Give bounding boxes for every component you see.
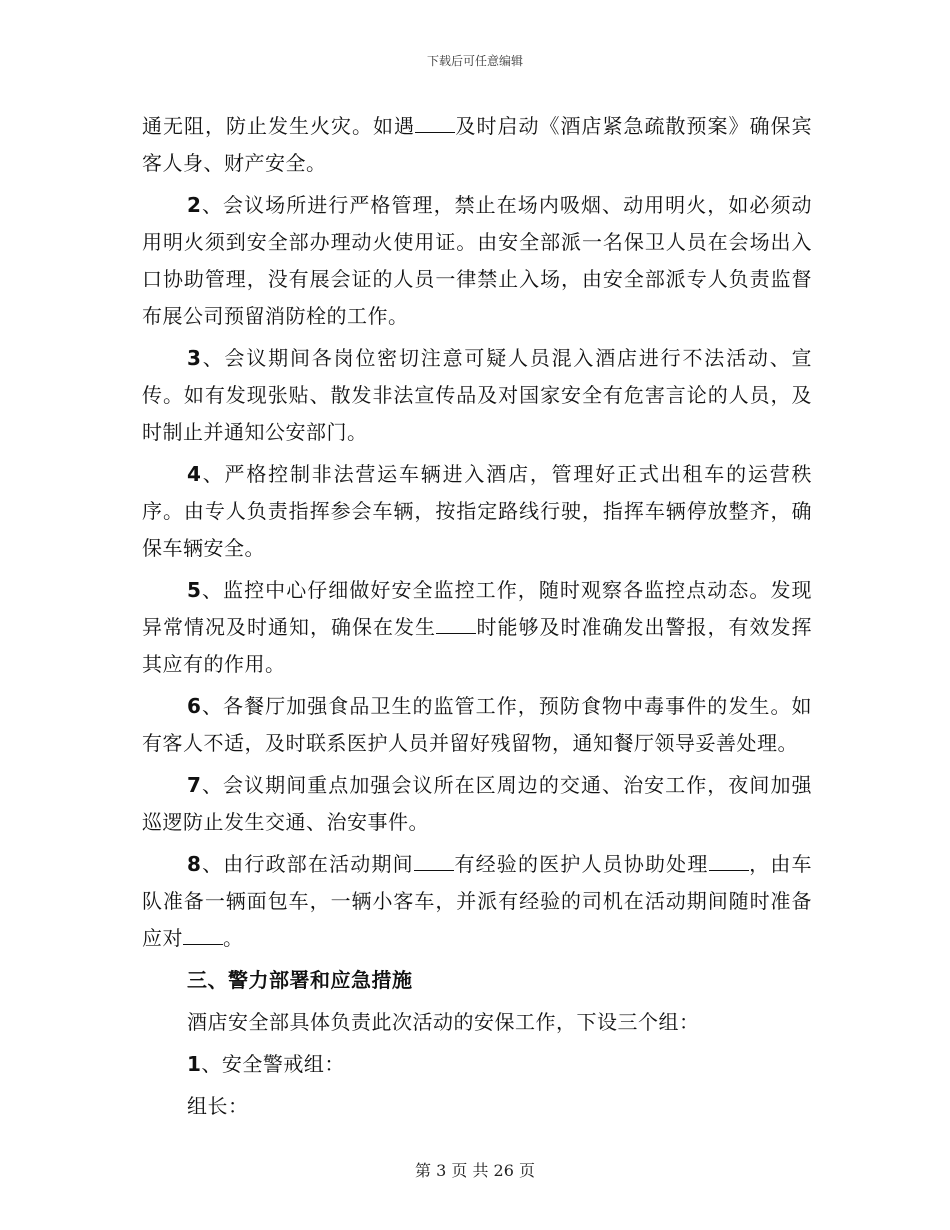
paragraph-text: 、会议场所进行严格管理，禁止在场内吸烟、动用明火，如必须动用明火须到安全部办理动火使用证。由安全部派一名保卫人员在会场出入口协助管理，没有展会证的人员一律禁止入场，由安全部派专人负责监督布展公司预留消防栓的工作。	[142, 193, 812, 328]
paragraph-6	[142, 688, 812, 762]
paragraph-1-continued	[142, 108, 812, 182]
page-footer: 第 3 页 共 26 页	[415, 1161, 535, 1180]
paragraph-text: 、会议期间重点加强会议所在区周边的交通、治安工作，夜间加强巡逻防止发生交通、治安事件。	[142, 773, 812, 834]
item-number: 7	[187, 773, 202, 797]
paragraph-5-part-2: 时能够及时准确发出警报，有效发挥其应有的作用。	[142, 615, 812, 676]
item-number: 4	[187, 462, 202, 486]
section-heading: 三、警力部署和应急措施	[187, 968, 413, 992]
blank-line	[436, 613, 476, 634]
paragraph-7	[142, 767, 812, 841]
group-leader-label: 组长：	[187, 1094, 249, 1118]
item-number: 1	[187, 1052, 202, 1076]
group-1-label: 、安全警戒组：	[201, 1052, 345, 1076]
blank-line	[183, 924, 223, 945]
paragraph-8-part-3: ，由车队准备一辆面包车，一辆小客车，并派有经验的司机在活动期间随时准备应对	[142, 852, 813, 950]
item-number: 5	[187, 578, 202, 602]
group-1-title	[142, 1046, 812, 1083]
paragraph-8-part-4: 。	[223, 926, 244, 950]
blank-line	[415, 112, 455, 133]
paragraph-8-part-2: 有经验的医护人员协助处理	[453, 852, 709, 876]
intro-paragraph: 酒店安全部具体负责此次活动的安保工作，下设三个组：	[187, 1010, 700, 1034]
paragraph-8-part-1: 、由行政部在活动期间	[201, 852, 414, 876]
paragraph-4	[142, 456, 812, 567]
blank-line	[414, 850, 454, 871]
paragraph-8	[142, 846, 812, 957]
paragraph-3	[142, 340, 812, 451]
page-header: 下载后可任意编辑	[426, 54, 523, 68]
paragraph-text: 、会议期间各岗位密切注意可疑人员混入酒店进行不法活动、宣传。如有发现张贴、散发非法宣传品及对国家安全有危害言论的人员，及时制止并通知公安部门。	[142, 346, 812, 444]
paragraph-2	[142, 187, 812, 335]
item-number: 8	[187, 852, 202, 876]
paragraph-5	[142, 572, 812, 683]
document-body	[142, 108, 812, 1130]
blank-line	[709, 850, 749, 871]
paragraph-1-part-2: 及时启动《酒店紧急疏散预案》确保宾客人身、财产安全。	[142, 114, 812, 175]
paragraph-text: 、各餐厅加强食品卫生的监管工作，预防食物中毒事件的发生。如有客人不适，及时联系医护人员并留好残留物，通知餐厅领导妥善处理。	[142, 694, 812, 755]
paragraph-text: 、严格控制非法营运车辆进入酒店，管理好正式出租车的运营秩序。由专人负责指挥参会车辆，按指定路线行驶，指挥车辆停放整齐，确保车辆安全。	[142, 462, 812, 560]
paragraph-5-part-1: 、监控中心仔细做好安全监控工作，随时观察各监控点动态。发现异常情况及时通知，确保在发生	[142, 578, 812, 639]
item-number: 2	[187, 193, 202, 217]
paragraph-1-part-1: 通无阻，防止发生火灾。如遇	[142, 114, 415, 138]
item-number: 3	[187, 346, 202, 370]
item-number: 6	[187, 694, 202, 718]
